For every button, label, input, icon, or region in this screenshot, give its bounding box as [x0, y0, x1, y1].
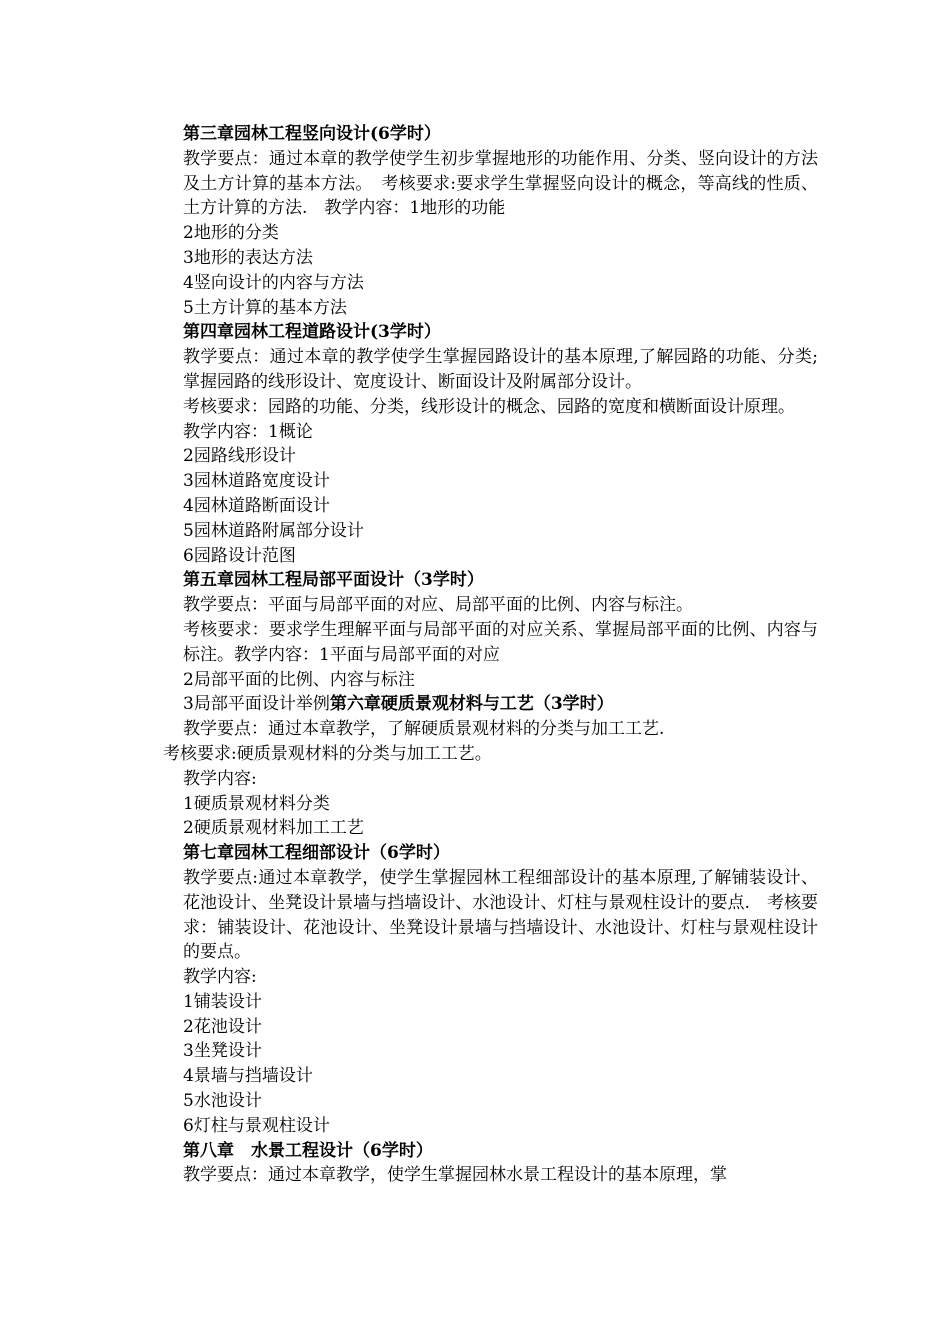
- chapter-3-item: 3地形的表达方法: [183, 247, 313, 268]
- chapter-3-title: 第三章园林工程竖向设计(6学时）: [183, 124, 441, 144]
- chapter-6-content: 教学内容:: [183, 768, 257, 789]
- chapter-8-paragraph: 教学要点：通过本章教学，使学生掌握园林水景工程设计的基本原理，掌: [183, 1165, 727, 1186]
- chapter-5-assessment: 考核要求：要求学生理解平面与局部平面的对应关系、掌握局部平面的比例、内容与标注。教学内容：1平面与局部平面的对应: [183, 619, 818, 665]
- chapter-3-item: 2地形的分类: [183, 223, 279, 244]
- chapter-4-assessment: 考核要求：园路的功能、分类，线形设计的概念、园路的宽度和横断面设计原理。: [183, 396, 795, 417]
- chapter-4-item: 6园路设计范图: [183, 545, 296, 566]
- chapter-7-paragraph: 教学要点:通过本章教学，使学生掌握园林工程细部设计的基本原理,了解铺装设计、花池设计、坐凳设计景墙与挡墙设计、水池设计、灯柱与景观柱设计的要点. 考核要求：铺装设计、花池设计、坐凳设计景墙与挡墙设计、水池设计、灯柱与景观柱设计的要点。: [183, 867, 818, 963]
- chapter-5-item: 2局部平面的比例、内容与标注: [183, 669, 415, 690]
- chapter-7-title: 第七章园林工程细部设计（6学时）: [183, 843, 450, 864]
- chapter-5-teaching-points: 教学要点：平面与局部平面的对应、局部平面的比例、内容与标注。: [183, 595, 693, 616]
- chapter-8-title: 第八章 水景工程设计（6学时）: [183, 1140, 433, 1161]
- chapter-6-title: 第六章硬质景观材料与工艺（3学时）: [329, 694, 614, 715]
- chapter-3-paragraph: 教学要点：通过本章的教学使学生初步掌握地形的功能作用、分类、竖向设计的方法及土方计算的基本方法。 考核要求:要求学生掌握竖向设计的概念，等高线的性质、土方计算的方法. 教学内容：1地形的功能: [183, 148, 818, 219]
- chapter-6-item: 1硬质景观材料分类: [183, 793, 330, 814]
- chapter-3-item: 4竖向设计的内容与方法: [183, 272, 364, 293]
- chapter-6-teaching-points: 教学要点：通过本章教学，了解硬质景观材料的分类与加工工艺.: [183, 719, 665, 740]
- chapter-7-item: 4景墙与挡墙设计: [183, 1066, 313, 1087]
- chapter-4-title: 第四章园林工程道路设计(3学时）: [183, 322, 441, 343]
- chapter-7-item: 1铺装设计: [183, 991, 262, 1012]
- chapter-4-content: 教学内容：1概论: [183, 421, 313, 442]
- chapter-4-item: 3园林道路宽度设计: [183, 471, 330, 492]
- chapter-6-item: 2硬质景观材料加工工艺: [183, 818, 364, 839]
- chapter-5-title: 第五章园林工程局部平面设计（3学时）: [183, 570, 484, 591]
- chapter-6-assessment: 考核要求:硬质景观材料的分类与加工工艺。: [163, 743, 492, 764]
- chapter-4-item: 4园林道路断面设计: [183, 495, 330, 516]
- chapter-7-item: 5水池设计: [183, 1091, 262, 1112]
- chapter-4-item: 2园路线形设计: [183, 446, 296, 467]
- chapter-7-item: 2花池设计: [183, 1016, 262, 1037]
- chapter-5-item: 3局部平面设计举例: [183, 694, 330, 715]
- chapter-5-item-with-heading: [143, 692, 818, 717]
- chapter-4-item: 5园林道路附属部分设计: [183, 520, 364, 541]
- document-body: [143, 122, 818, 1188]
- chapter-7-item: 3坐凳设计: [183, 1041, 262, 1062]
- chapter-4-teaching-points: 教学要点：通过本章的教学使学生掌握园路设计的基本原理,了解园路的功能、分类;掌握园路的线形设计、宽度设计、断面设计及附属部分设计。: [183, 347, 818, 392]
- chapter-7-item: 6灯柱与景观柱设计: [183, 1115, 330, 1136]
- chapter-3-item: 5土方计算的基本方法: [183, 297, 347, 318]
- chapter-7-content: 教学内容:: [183, 967, 257, 988]
